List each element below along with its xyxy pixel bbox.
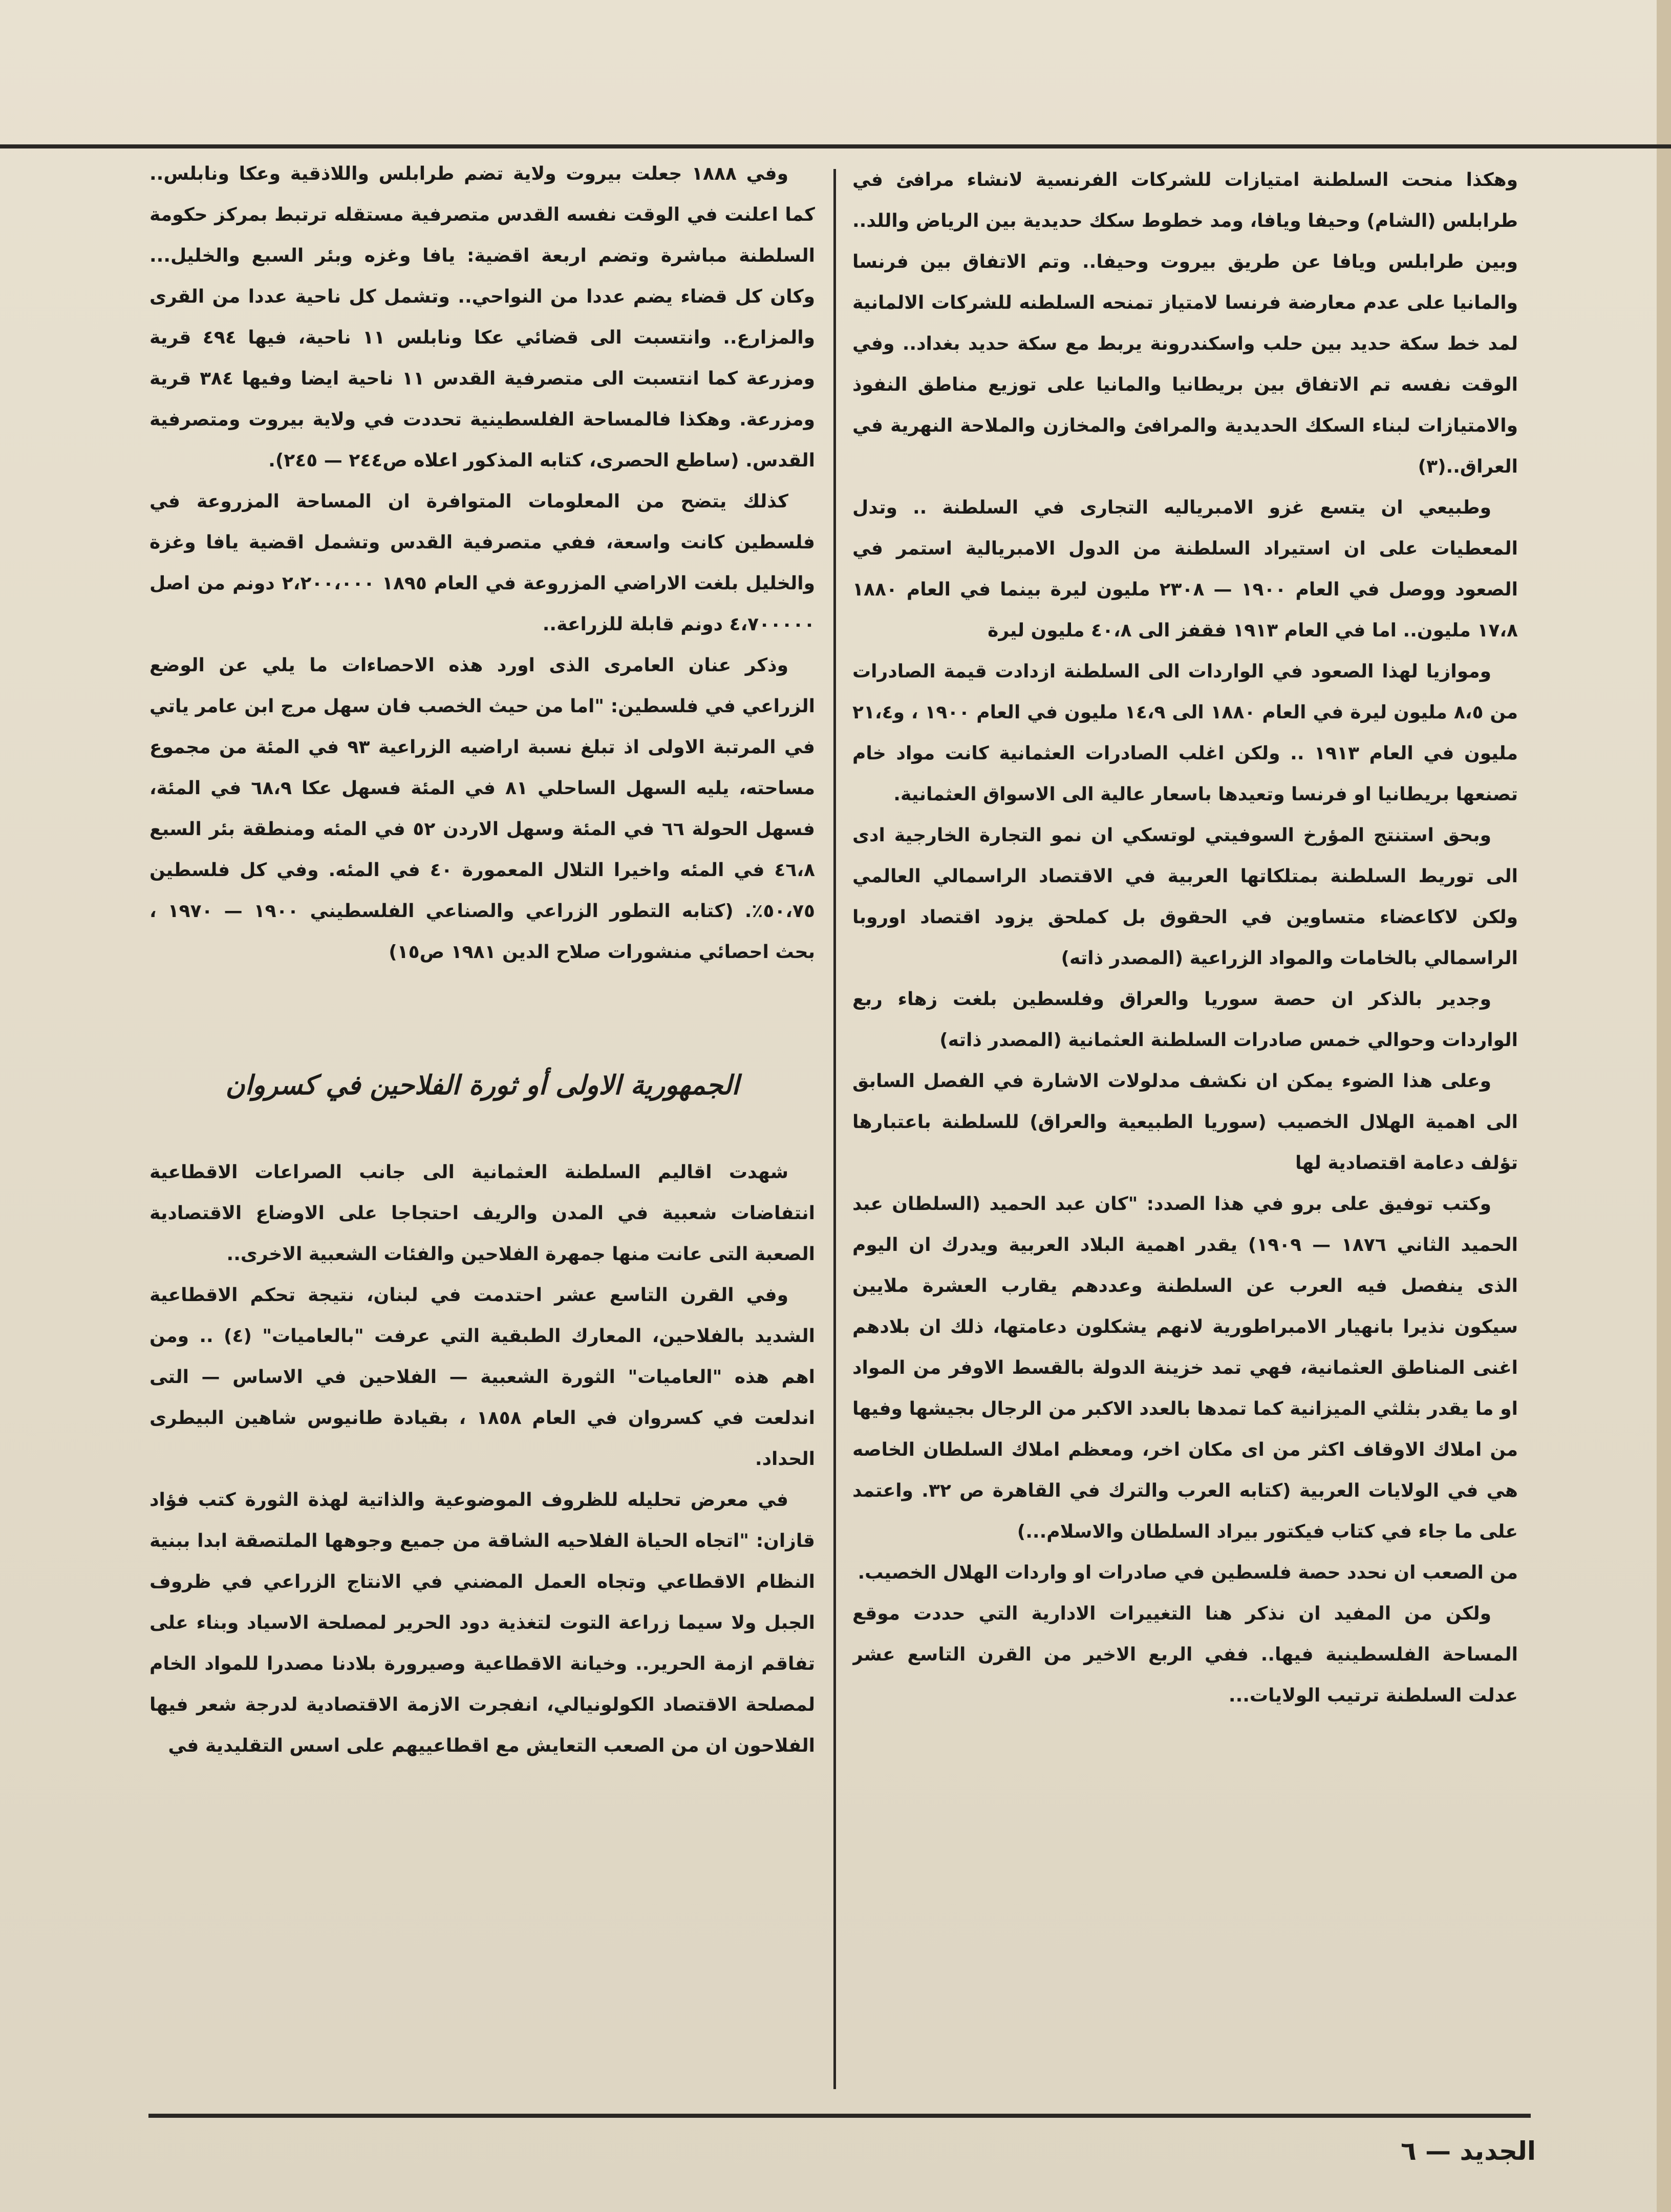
left-column: [149, 154, 815, 2104]
section-title: الجمهورية الاولى أو ثورة الفلاحين في كسروان: [225, 1070, 739, 1101]
paragraph: كذلك يتضح من المعلومات المتوافرة ان المساحة المزروعة في فلسطين كانت واسعة، ففي متصرفية القدس وتشمل اقضية يافا وغزة والخليل بلغت الاراضي المزروعة في العام ١٨٩٥ ٢،٢٠٠،٠٠٠ دونم من اصل ٤،٧٠٠٠٠٠ دونم قابلة للزراعة..: [149, 491, 815, 635]
paragraph: وذكر عنان العامرى الذى اورد هذه الاحصاءات ما يلي عن الوضع الزراعي في فلسطين: "اما من حيث الخصب فان سهل مرج ابن عامر ياتي في المرتبة الاولى اذ تبلغ نسبة اراضيه الزراعية ٩٣ في المئة من مجموع مساحته، يليه السهل الساحلي ٨١ في المئة فسهل عكا ٦٨،٩ في المئة، فسهل الحولة ٦٦ في المئة وسهل الاردن ٥٢ في المئه ومنطقة بئر السبع ٤٦،٨ في المئه واخيرا التلال المعمورة ٤٠ في المئه. وفي كل فلسطين ٥٠،٧٥٪. (كتابه التطور الزراعي والصناعي الفلسطيني ١٩٠٠ — ١٩٧٠ ، بحث احصائي منشورات صلاح الدين ١٩٨١ ص١٥): [149, 655, 815, 963]
paragraph: وفي ١٨٨٨ جعلت بيروت ولاية تضم طرابلس واللاذقية وعكا ونابلس.. كما اعلنت في الوقت نفسه القدس متصرفية مستقله ترتبط بمركز حكومة السلطنة مباشرة وتضم اربعة اقضية: يافا وغزه وبئر السبع والخليل... وكان كل قضاء يضم عددا من النواحي.. وتشمل كل ناحية عددا من القرى والمزارع.. وانتسبت الى قضائي عكا ونابلس ١١ ناحية، فيها ٤٩٤ قرية ومزرعة كما انتسبت الى متصرفية القدس ١١ ناحية ايضا وفيها ٣٨٤ قرية ومزرعة. وهكذا فالمساحة الفلسطينية تحددت في ولاية بيروت ومتصرفية القدس. (ساطع الحصرى، كتابه المذكور اعلاه ص٢٤٤ — ٢٤٥).: [149, 163, 815, 471]
paragraph: وفي القرن التاسع عشر احتدمت في لبنان، نتيجة تحكم الاقطاعية الشديد بالفلاحين، المعارك الطبقية التي عرفت "بالعاميات" (٤) .. ومن اهم هذه "العاميات" الثورة الشعبية — الفلاحين في الاساس — التى اندلعت في كسروان في العام ١٨٥٨ ، بقيادة طانيوس شاهين البيطرى الحداد.: [149, 1285, 815, 1470]
paragraph: في معرض تحليله للظروف الموضوعية والذاتية لهذة الثورة كتب فؤاد قازان: "اتجاه الحياة الفلاحيه الشاقة من جميع وجوهها الملتصقة ابدا ببنية النظام الاقطاعي وتجاه العمل المضني في الانتاج الزراعي في ظروف الجبل ولا سيما زراعة التوت لتغذية دود الحرير لمصلحة الاسياد وبناء على تفاقم ازمة الحرير.. وخيانة الاقطاعية وصيرورة بلادنا مصدرا للمواد الخام لمصلحة الاقتصاد الكولونيالي، انفجرت الازمة الاقتصادية لدرجة شعر فيها الفلاحون ان من الصعب التعايش مع اقطاعييهم على اسس التقليدية في: [149, 1490, 815, 1756]
top-rule: [0, 144, 1671, 148]
page-edge: [1657, 0, 1671, 2212]
paragraph: وجدير بالذكر ان حصة سوريا والعراق وفلسطين بلغت زهاء ربع الواردات وحوالي خمس صادرات السلطنة العثمانية (المصدر ذاته): [852, 989, 1518, 1051]
paragraph: شهدت اقاليم السلطنة العثمانية الى جانب الصراعات الاقطاعية انتفاضات شعبية في المدن والريف احتجاجا على الاوضاع الاقتصادية الصعبة التى عانت منها جمهرة الفلاحين والفئات الشعبية الاخرى..: [149, 1162, 815, 1265]
paragraph: وموازيا لهذا الصعود في الواردات الى السلطنة ازدادت قيمة الصادرات من ٨،٥ مليون ليرة في العام ١٨٨٠ الى ١٤،٩ مليون في العام ١٩٠٠ ، و٢١،٤ مليون في العام ١٩١٣ .. ولكن اغلب الصادرات العثمانية كانت مواد خام تصنعها بريطانيا او فرنسا وتعيدها باسعار عالية الى الاسواق العثمانية.: [852, 661, 1518, 805]
right-column: [852, 160, 1518, 2100]
bottom-rule: [148, 2114, 1531, 2118]
column-divider: [833, 169, 836, 2089]
paragraph: وكتب توفيق على برو في هذا الصدد: "كان عبد الحميد (السلطان عبد الحميد الثاني ١٨٧٦ — ١٩٠٩) يقدر اهمية البلاد العربية ويدرك ان اليوم الذى ينفصل فيه العرب عن السلطنة وعددهم يقارب العشرة ملايين سيكون نذيرا بانهيار الامبراطورية لانهم يشكلون دعامتها، ذلك ان بلادهم اغنى المناطق العثمانية، فهي تمد خزينة الدولة بالقسط الاوفر من المواد او ما يقدر بثلثي الميزانية كما تمدها بالعدد الاكبر من الرجال بجيشها وفيها من املاك الاوقاف اكثر من اى مكان اخر، ومعظم املاك السلطان الخاصه هي في الولايات العربية (كتابه العرب والترك في القاهرة ص ٣٢. واعتمد على ما جاء في كتاب فيكتور بيراد السلطان والاسلام...): [852, 1194, 1518, 1542]
paragraph: وطبيعي ان يتسع غزو الامبرياليه التجارى في السلطنة .. وتدل المعطيات على ان استيراد السلطنة من الدول الامبريالية استمر في الصعود ووصل في العام ١٩٠٠ — ٢٣٠٨ مليون ليرة بينما في العام ١٨٨٠ ١٧،٨ مليون.. اما في العام ١٩١٣ فقفز الى ٤٠،٨ مليون ليرة: [852, 497, 1518, 641]
paragraph: من الصعب ان نحدد حصة فلسطين في صادرات او واردات الهلال الخصيب.: [858, 1562, 1518, 1583]
paragraph: وهكذا منحت السلطنة امتيازات للشركات الفرنسية لانشاء مرافئ في طرابلس (الشام) وحيفا ويافا، ومد خطوط سكك حديدية بين الرياض واللد.. وبين طرابلس ويافا عن طريق بيروت وحيفا.. وتم الاتفاق بين فرنسا والمانيا على عدم معارضة فرنسا لامتياز تمنحه السلطنه للشركات الالمانية لمد خط سكة حديد بين حلب واسكندرونة يربط مع سكة حديد بغداد.. وفي الوقت نفسه تم الاتفاق بين بريطانيا والمانيا على توزيع مناطق النفوذ والامتيازات لبناء السكك الحديدية والمرافئ والمخازن والملاحة النهرية في العراق..(٣): [852, 169, 1518, 477]
paragraph: ولكن من المفيد ان نذكر هنا التغييرات الادارية التي حددت موقع المساحة الفلسطينية فيها.. ففي الربع الاخير من القرن التاسع عشر عدلت السلطنة ترتيب الولايات...: [852, 1603, 1518, 1706]
paragraph: وعلى هذا الضوء يمكن ان نكشف مدلولات الاشارة في الفصل السابق الى اهمية الهلال الخصيب (سوريا الطبيعية والعراق) للسلطنة باعتبارها تؤلف دعامة اقتصادية لها: [852, 1071, 1518, 1174]
paragraph: وبحق استنتج المؤرخ السوفيتي لوتسكي ان نمو التجارة الخارجية ادى الى توريط السلطنة بمتلكاتها العربية في الاقتصاد الراسمالي العالمي ولكن لاكاعضاء متساوين في الحقوق بل كملحق يزود اقتصاد اوروبا الراسمالي بالخامات والمواد الزراعية (المصدر ذاته): [852, 825, 1518, 969]
page-footer: الجديد — ٦: [1401, 2136, 1536, 2166]
